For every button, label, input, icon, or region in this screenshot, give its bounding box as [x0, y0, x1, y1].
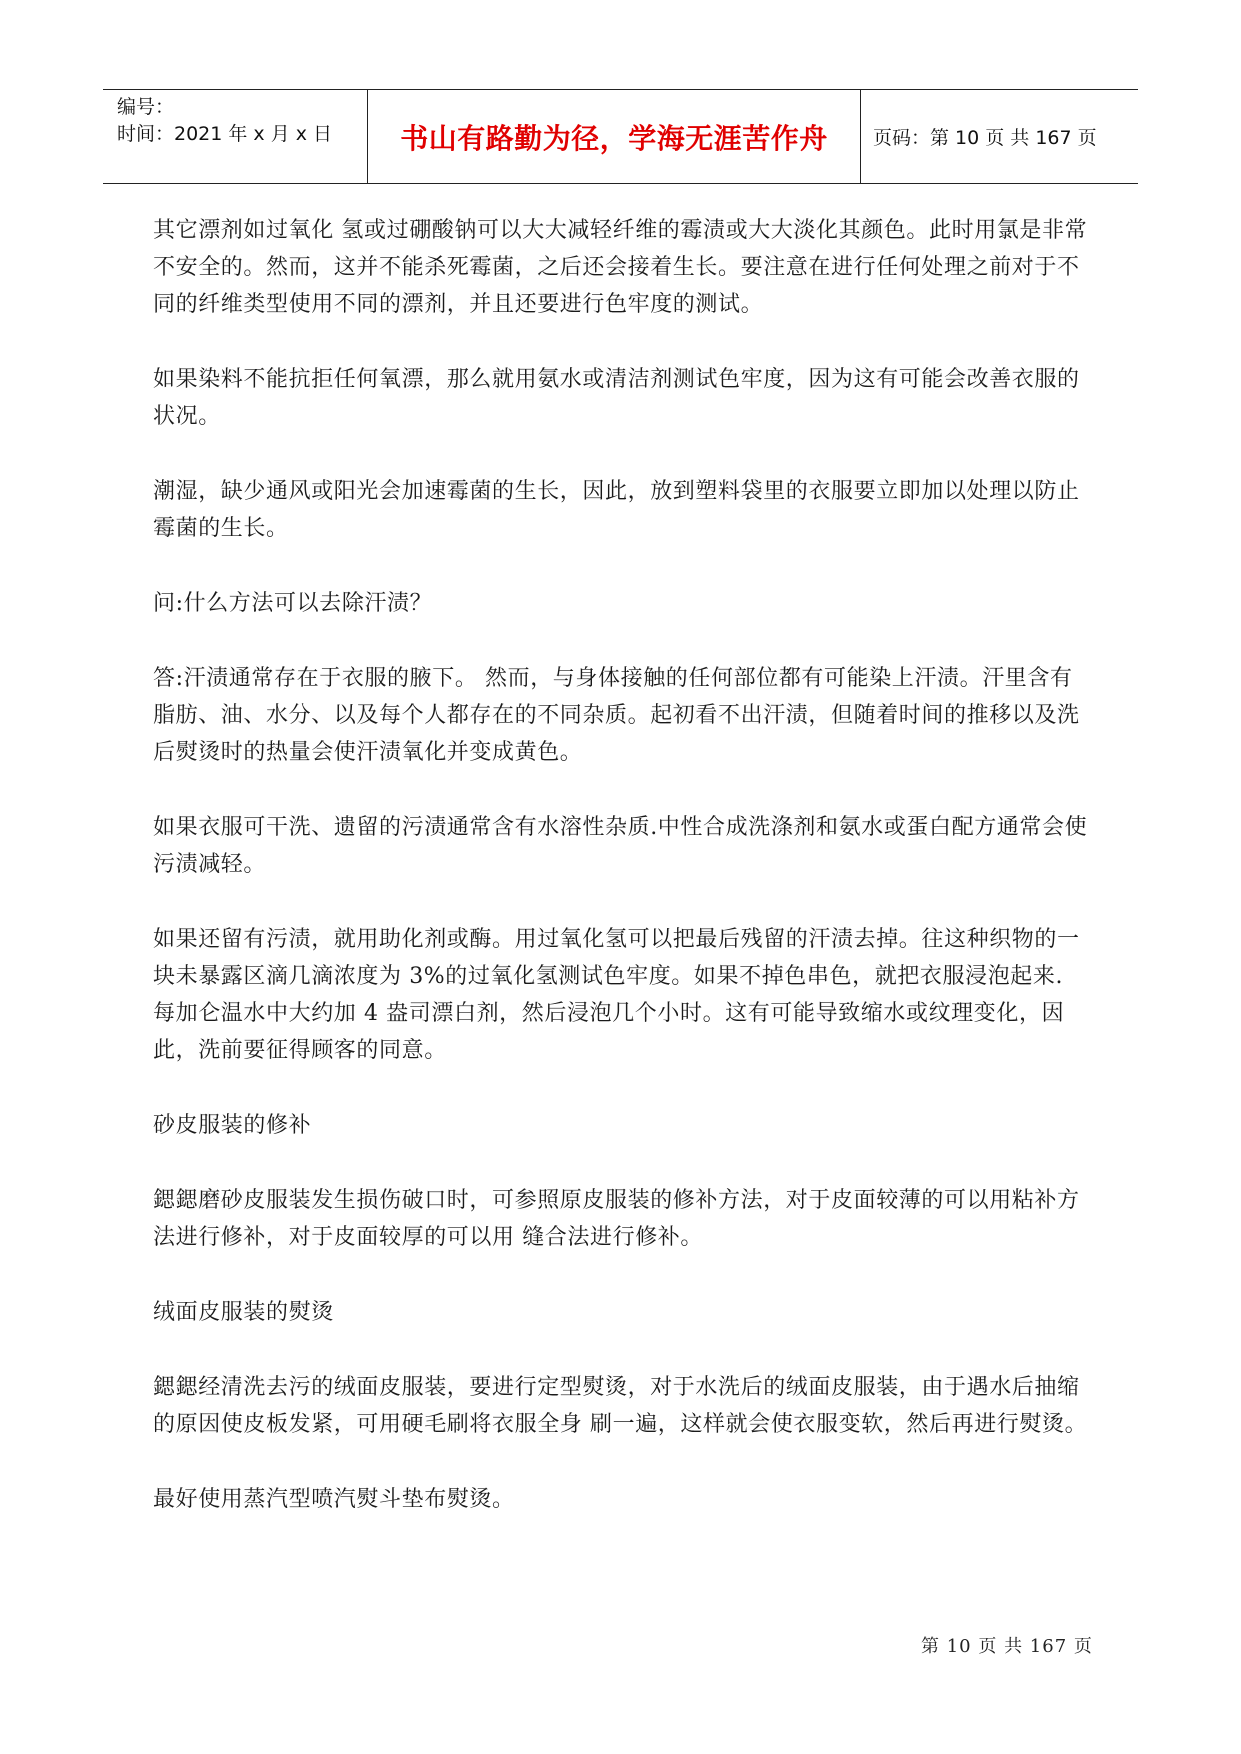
header-slogan: 书山有路勤为径，学海无涯苦作舟 — [400, 121, 828, 155]
paragraph: 其它漂剂如过氧化 氢或过硼酸钠可以大大减轻纤维的霉渍或大大淡化其颜色。此时用氯是非常不安全的。然而，这并不能杀死霉菌，之后还会接着生长。要注意在进行任何处理之前对于不同的纤维类型使用不同的漂剂，并且还要进行色牢度的测试。 — [153, 218, 1088, 317]
answer-paragraph: 答:汗渍通常存在于衣服的腋下。 然而，与身体接触的任何部位都有可能染上汗渍。汗里含有脂肪、油、水分、以及每个人都存在的不同杂质。起初看不出汗渍，但随着时间的推移以及洗后熨烫时的热量会使汗渍氧化并变成黄色。 — [153, 666, 1080, 765]
question-line: 问:什么方法可以去除汗渍？ — [153, 591, 433, 616]
document-number-label: 编号： — [117, 96, 175, 118]
paragraph: 潮湿，缺少通风或阳光会加速霉菌的生长，因此，放到塑料袋里的衣服要立即加以处理以防止霉菌的生长。 — [153, 479, 1080, 541]
section-heading: 砂皮服装的修补 — [153, 1113, 312, 1138]
paragraph: 如果衣服可干洗、遗留的污渍通常含有水溶性杂质.中性合成洗涤剂和氨水或蛋白配方通常会使污渍减轻。 — [153, 815, 1088, 877]
paragraph: 最好使用蒸汽型喷汽熨斗垫布熨烫。 — [153, 1487, 515, 1512]
paragraph: 鍶鍶磨砂皮服装发生损伤破口时，可参照原皮服装的修补方法，对于皮面较薄的可以用粘补方法进行修补，对于皮面较厚的可以用 缝合法进行修补。 — [153, 1188, 1080, 1250]
section-heading: 绒面皮服装的熨烫 — [153, 1300, 334, 1325]
paragraph: 如果还留有污渍，就用助化剂或酶。用过氧化氢可以把最后残留的汗渍去掉。往这种织物的一块未暴露区滴几滴浓度为 3%的过氧化氢测试色牢度。如果不掉色串色，就把衣服浸泡起来. 每加仑温水中大约加 4 盎司漂白剂，然后浸泡几个小时。这有可能导致缩水或纹理变化，因此，洗前要征得顾客的同意。 — [153, 927, 1080, 1063]
header-divider — [860, 90, 861, 183]
paragraph: 如果染料不能抗拒任何氧漂，那么就用氨水或清洁剂测试色牢度，因为这有可能会改善衣服的状况。 — [153, 367, 1080, 429]
page-header — [103, 89, 1138, 184]
page-footer: 第 10 页 共 167 页 — [921, 1636, 1093, 1657]
paragraph: 鍶鍶经清洗去污的绒面皮服装，要进行定型熨烫，对于水洗后的绒面皮服装，由于遇水后抽缩的原因使皮板发紧，可用硬毛刷将衣服全身 刷一遍，这样就会使衣服变软，然后再进行熨烫。 — [153, 1375, 1088, 1437]
header-page-info: 页码：第 10 页 共 167 页 — [873, 127, 1097, 149]
document-body — [153, 212, 1093, 1556]
document-time: 时间：2021 年 x 月 x 日 — [117, 123, 333, 145]
header-meta — [117, 94, 367, 148]
